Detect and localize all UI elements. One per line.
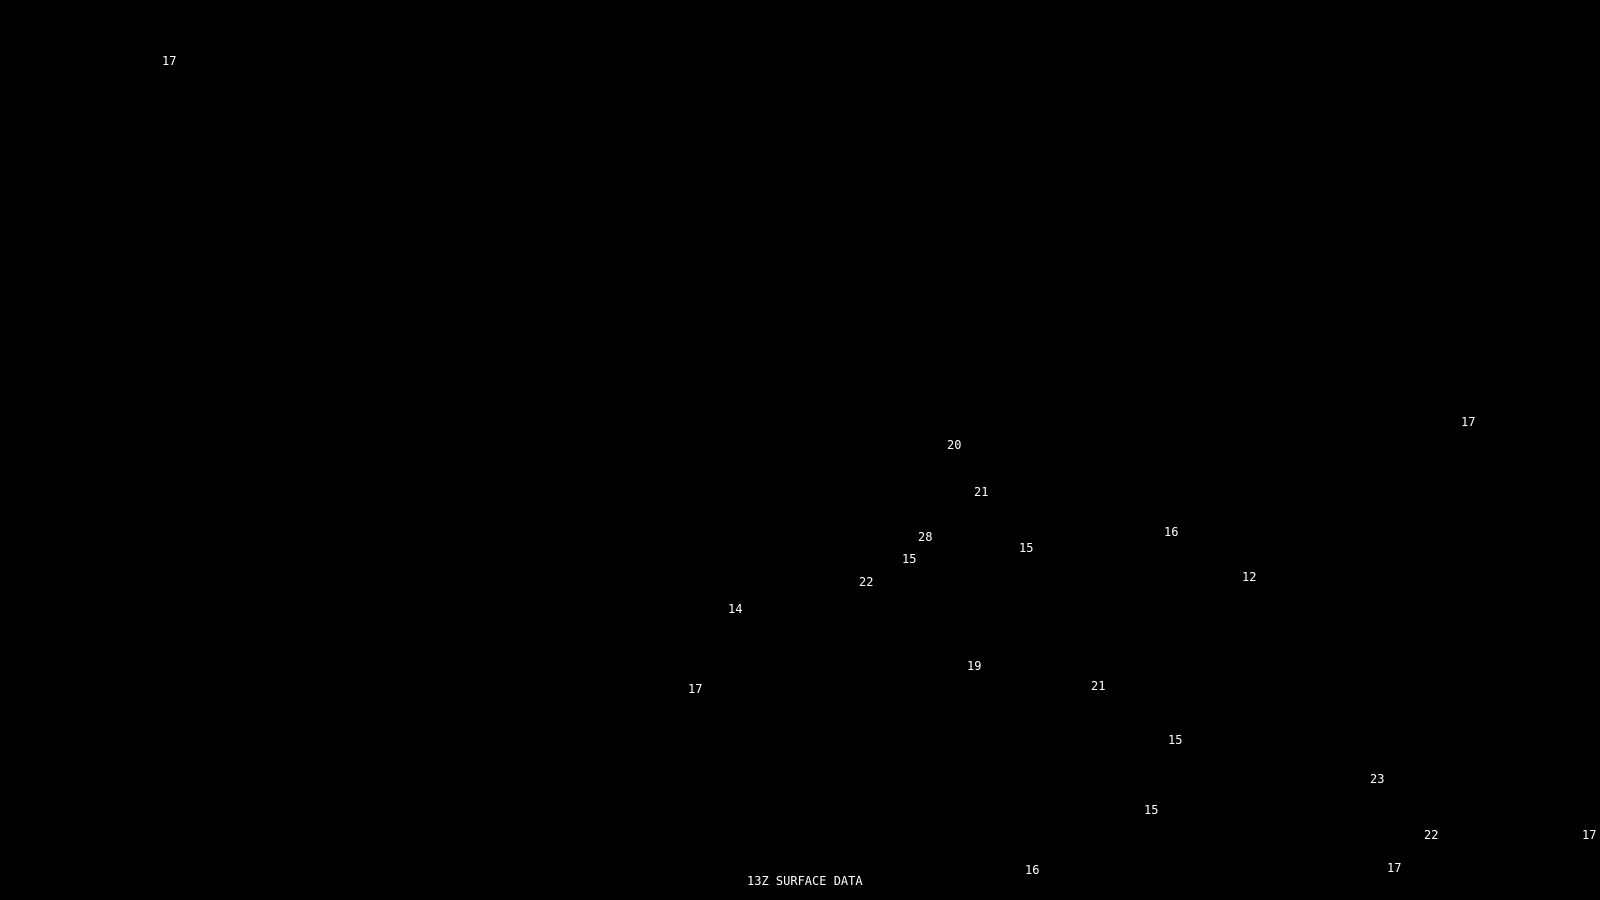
station-value: 15: [1144, 803, 1159, 817]
station-value: 20: [947, 438, 962, 452]
station-value: 19: [967, 659, 982, 673]
station-value: 14: [728, 602, 743, 616]
station-value: 17: [1461, 415, 1476, 429]
station-value: 21: [974, 485, 989, 499]
station-value: 12: [1242, 570, 1257, 584]
station-value: 15: [1168, 733, 1183, 747]
station-value: 17: [688, 682, 703, 696]
station-value: 16: [1025, 863, 1040, 877]
station-value: 22: [859, 575, 874, 589]
station-value: 15: [1019, 541, 1034, 555]
station-value: 22: [1424, 828, 1439, 842]
station-value: 17: [162, 54, 177, 68]
station-value: 15: [902, 552, 917, 566]
station-value: 17: [1387, 861, 1402, 875]
station-value: 16: [1164, 525, 1179, 539]
station-value: 21: [1091, 679, 1106, 693]
station-value: 17: [1582, 828, 1597, 842]
plot-title: 13Z SURFACE DATA: [747, 874, 863, 888]
station-value: 28: [918, 530, 933, 544]
station-value: 23: [1370, 772, 1385, 786]
